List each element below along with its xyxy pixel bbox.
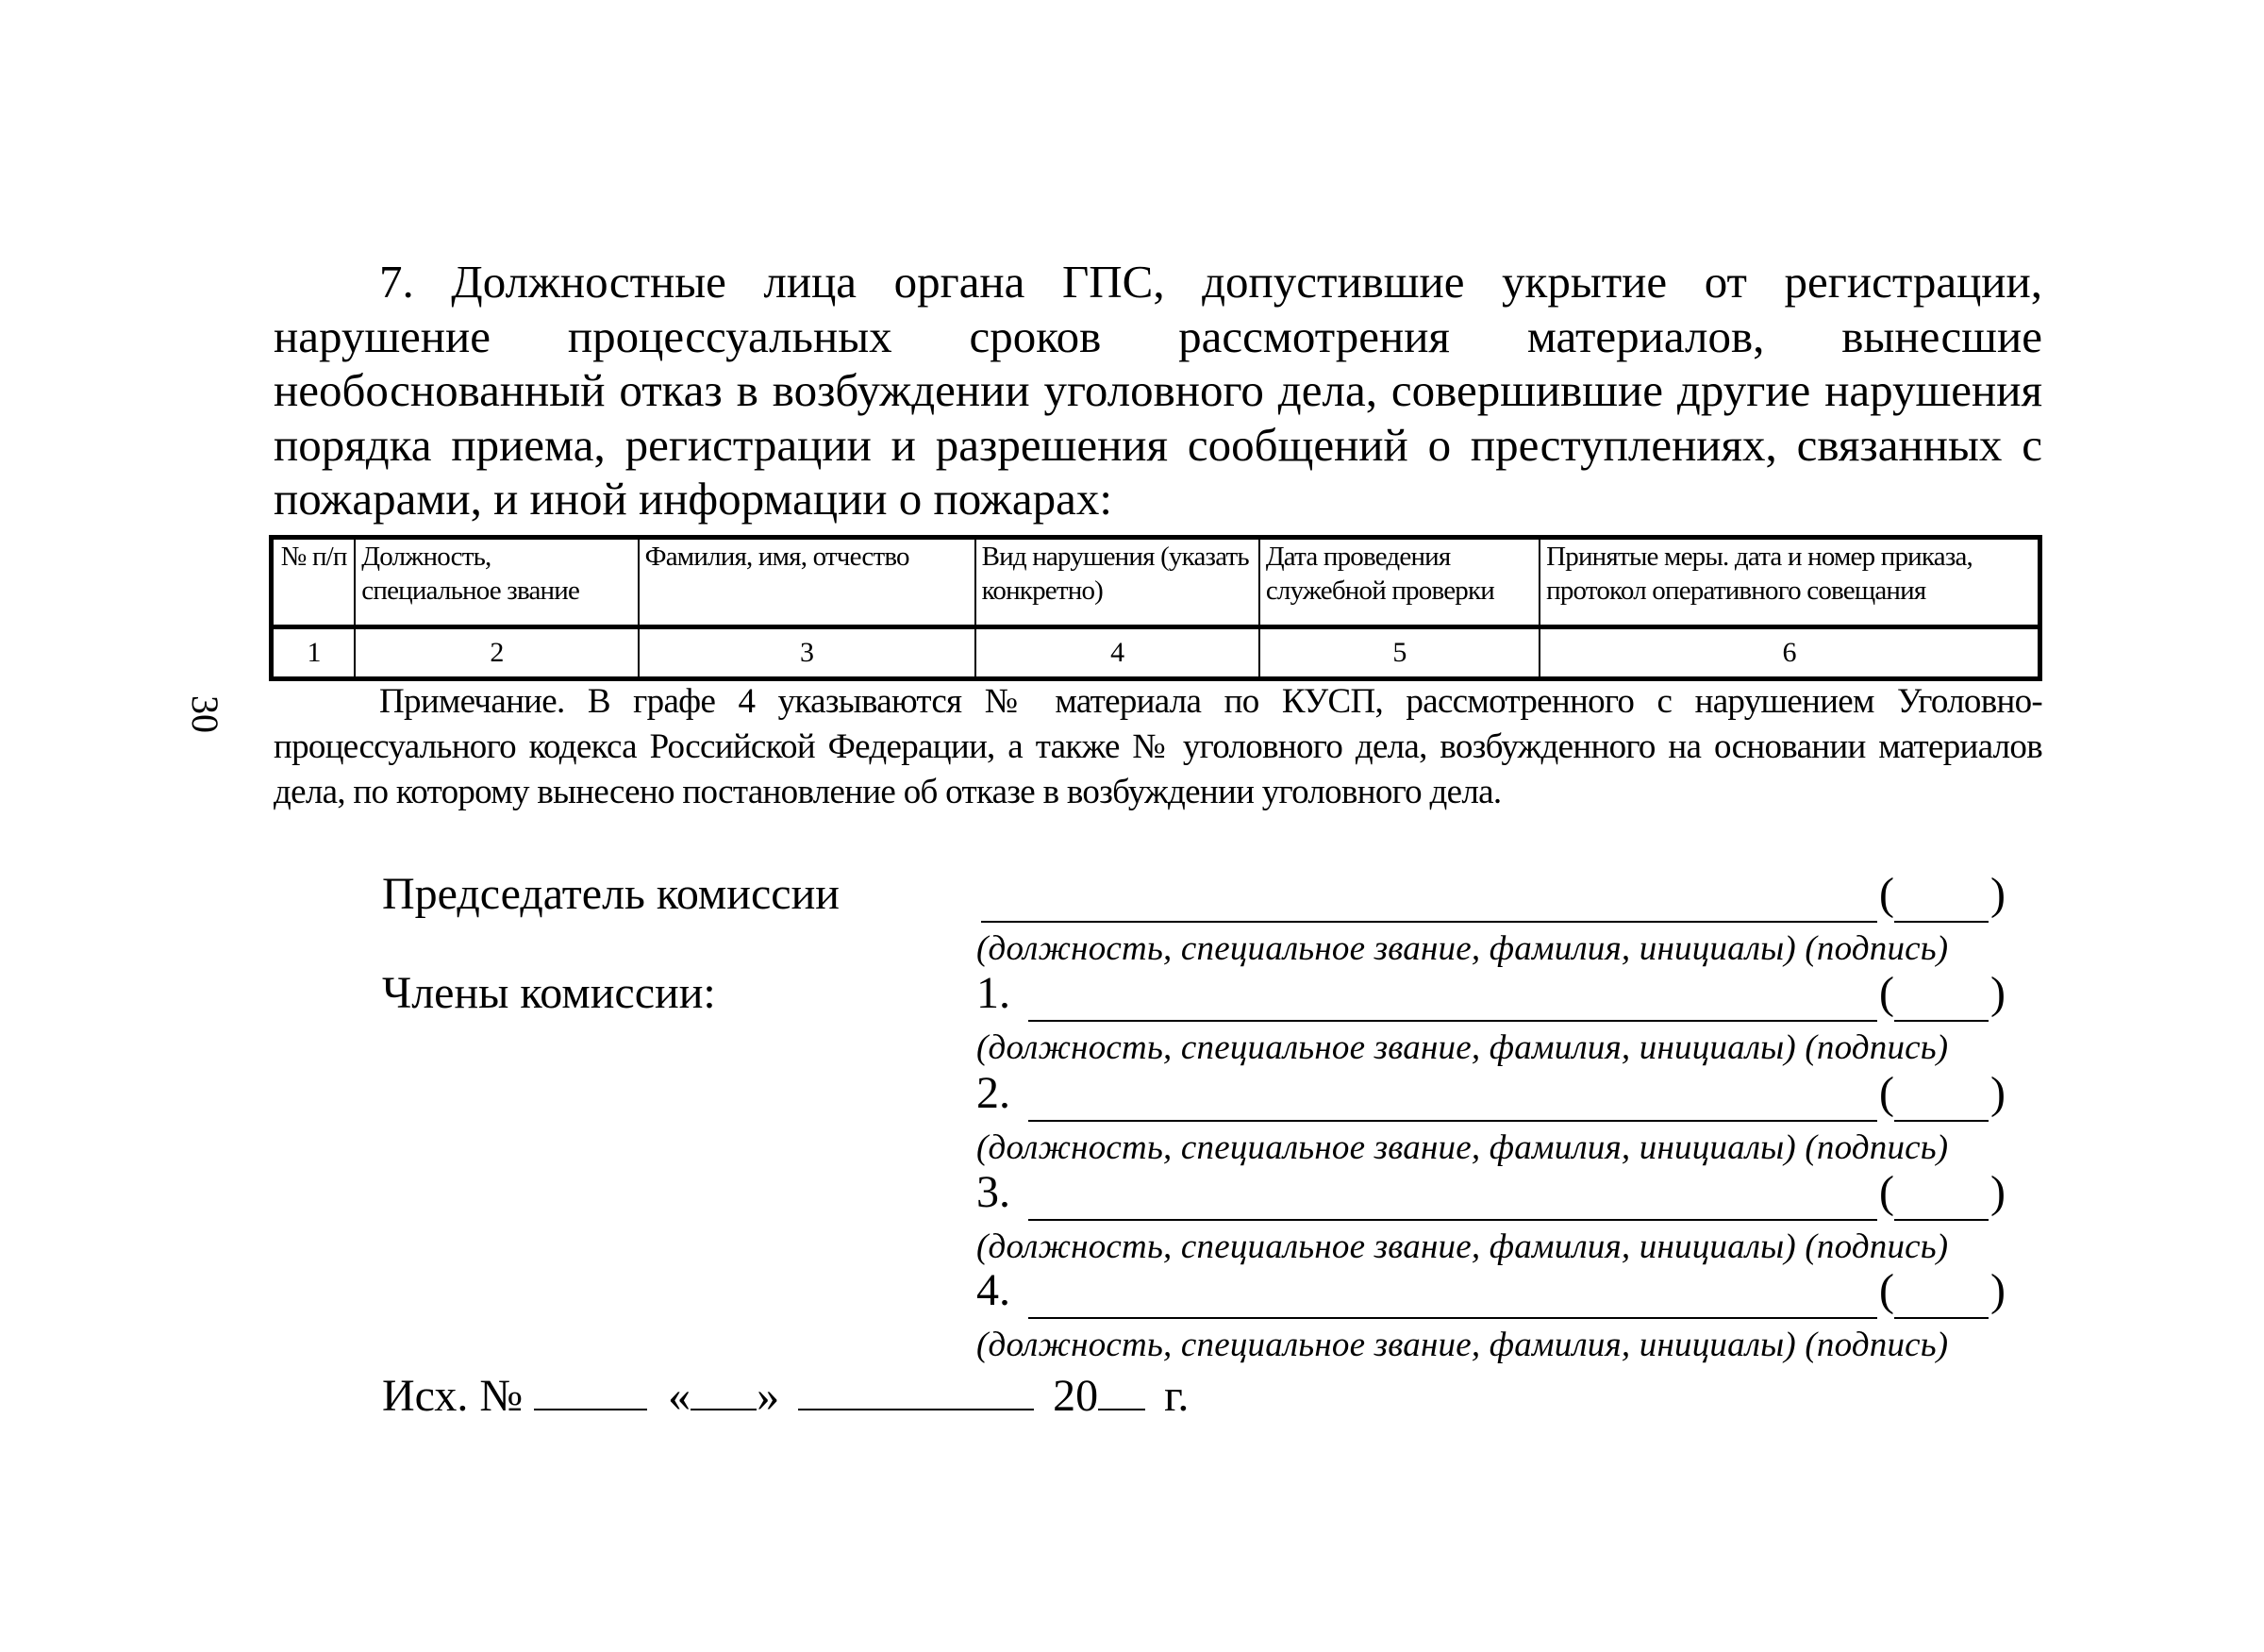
- section-7-text: 7. Должностные лица органа ГПС, допустившие укрытие от регистрации, нарушение процессуальных сроков рассмотрения материалов, вынесшие необоснованный отказ в возбуждении уголовного дела, совершившие другие нарушения порядка приема, регистрации и разрешения сообщений о преступлениях, связанных с пожарами, и иной информации о пожарах:: [274, 256, 2042, 525]
- outgoing-prefix: Исх. №: [382, 1371, 524, 1421]
- day-field[interactable]: [691, 1371, 757, 1410]
- table-header-row: [272, 538, 2040, 627]
- column-number: 5: [1259, 627, 1540, 679]
- column-number: 3: [639, 627, 975, 679]
- member-3-sign-line[interactable]: [1894, 1219, 1989, 1221]
- member-4-signature-line[interactable]: [1028, 1317, 1877, 1319]
- member-number: 4.: [976, 1265, 1010, 1315]
- header-full-name: Фамилия, имя, отчество: [639, 538, 975, 627]
- member-2-sign-line[interactable]: [1894, 1120, 1989, 1122]
- paren-close: ): [1990, 968, 2006, 1018]
- signature-caption: (должность, специальное звание, фамилия, инициалы) (подпись): [976, 1227, 1949, 1266]
- signature-caption: (должность, специальное звание, фамилия, инициалы) (подпись): [976, 1028, 1949, 1067]
- quote-open: «: [668, 1371, 691, 1421]
- page-number: 30: [184, 695, 226, 733]
- chairman-label: Председатель комиссии: [382, 869, 840, 919]
- note-text: Примечание. В графе 4 указываются № материала по КУСП, рассмотренного с нарушением Уголовно-процессуального кодекса Российской Федерации, а также № уголовного дела, возбужденного на основании материалов дела, по которому вынесено постановление об отказе в возбуждении уголовного дела.: [274, 682, 2042, 811]
- member-number: 2.: [976, 1068, 1010, 1118]
- quote-close: »: [757, 1371, 780, 1421]
- signature-caption: (должность, специальное звание, фамилия, инициалы) (подпись): [976, 1326, 1949, 1364]
- column-number: 4: [975, 627, 1259, 679]
- members-label: Члены комиссии:: [382, 968, 716, 1018]
- member-3-signature-line[interactable]: [1028, 1219, 1877, 1221]
- header-inspection-date: Дата проведения служебной проверки: [1259, 538, 1540, 627]
- member-4-sign-line[interactable]: [1894, 1317, 1989, 1319]
- table-number-row: [272, 627, 2040, 679]
- header-measures: Принятые меры. дата и номер приказа, протокол оперативного совещания: [1540, 538, 2039, 627]
- violations-table: [269, 535, 2042, 681]
- header-violation-type: Вид нарушения (указать конкретно): [975, 538, 1259, 627]
- paren-close: ): [1990, 869, 2006, 919]
- outgoing-number-field[interactable]: [534, 1371, 647, 1410]
- header-position: Должность, специальное звание: [355, 538, 638, 627]
- paren-close: ): [1990, 1265, 2006, 1315]
- member-1-signature-line[interactable]: [1028, 1020, 1877, 1022]
- paren-open: (: [1879, 869, 1894, 919]
- year-field[interactable]: [1098, 1371, 1145, 1410]
- year-suffix: г.: [1164, 1371, 1190, 1421]
- outgoing-number-line: [382, 1370, 1189, 1422]
- column-number: 6: [1540, 627, 2039, 679]
- column-number: 1: [272, 627, 356, 679]
- signature-caption: (должность, специальное звание, фамилия, инициалы) (подпись): [976, 929, 1949, 968]
- header-number: № п/п: [272, 538, 356, 627]
- member-1-sign-line[interactable]: [1894, 1020, 1989, 1022]
- member-2-signature-line[interactable]: [1028, 1120, 1877, 1122]
- member-number: 3.: [976, 1167, 1010, 1217]
- month-field[interactable]: [798, 1371, 1034, 1410]
- chairman-signature-line[interactable]: [981, 921, 1877, 923]
- paren-open: (: [1879, 1265, 1894, 1315]
- year-prefix: 20: [1053, 1371, 1099, 1421]
- signature-caption: (должность, специальное звание, фамилия, инициалы) (подпись): [976, 1128, 1949, 1167]
- paren-close: ): [1990, 1068, 2006, 1118]
- paren-open: (: [1879, 1167, 1894, 1217]
- paren-open: (: [1879, 968, 1894, 1018]
- paren-open: (: [1879, 1068, 1894, 1118]
- column-number: 2: [355, 627, 638, 679]
- chairman-sign-line[interactable]: [1894, 921, 1989, 923]
- member-number: 1.: [976, 968, 1010, 1018]
- paren-close: ): [1990, 1167, 2006, 1217]
